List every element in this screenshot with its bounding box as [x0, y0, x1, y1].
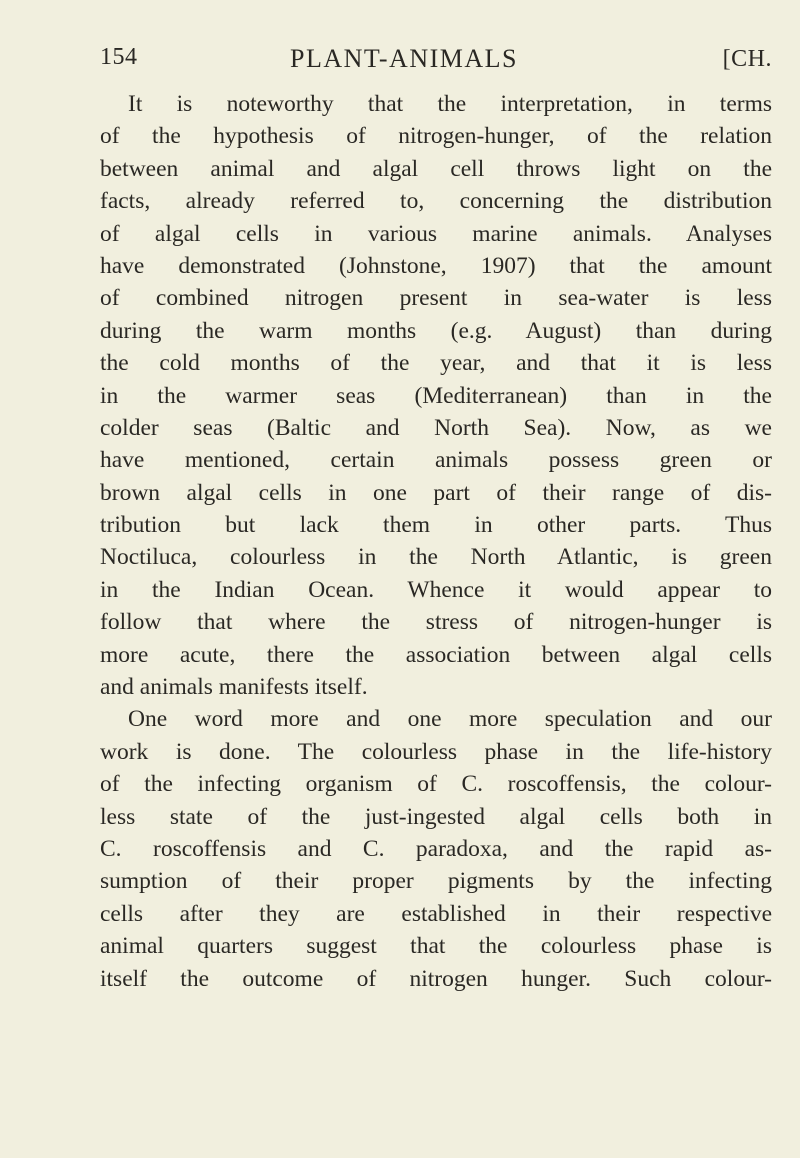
text-line: It is noteworthy that the interpretation, in terms: [128, 91, 772, 117]
text-line: itself the outcome of nitrogen hunger. Such colour-: [100, 965, 772, 992]
chapter-ref: [CH.: [722, 46, 772, 72]
text-line: tribution but lack them in other parts. Thus: [100, 512, 772, 539]
text-line: One word more and one more speculation and our: [128, 706, 772, 733]
paragraph: [100, 703, 772, 995]
text-line: colder seas (Baltic and North Sea). Now, as we: [100, 414, 772, 441]
text-line: cells after they are established in their respective: [100, 900, 772, 927]
text-line: of the infecting organism of C. roscoffensis, the colour-: [100, 771, 772, 798]
text-line: of algal cells in various marine animals. Analyses: [100, 220, 772, 247]
text-line: follow that where the stress of nitrogen-hunger is: [100, 609, 772, 636]
text-line: in the Indian Ocean. Whence it would appear to: [100, 576, 772, 603]
text-line: work is done. The colourless phase in the life-history: [100, 738, 772, 765]
page-number: 154: [100, 44, 138, 70]
chapter-title: PLANT-ANIMALS: [290, 44, 518, 73]
text-line: Noctiluca, colourless in the North Atlantic, is green: [100, 544, 772, 571]
text-line: C. roscoffensis and C. paradoxa, and the rapid as-: [100, 835, 772, 862]
text-line: in the warmer seas (Mediterranean) than in the: [100, 382, 772, 409]
text-line: the cold months of the year, and that it is less: [100, 350, 772, 377]
text-line: and animals manifests itself.: [100, 674, 368, 701]
text-line: have mentioned, certain animals possess green or: [100, 447, 772, 474]
text-line: during the warm months (e.g. August) than during: [100, 317, 772, 344]
text-line: facts, already referred to, concerning the distribution: [100, 188, 772, 215]
text-line: between animal and algal cell throws light on the: [100, 155, 772, 182]
text-line: sumption of their proper pigments by the infecting: [100, 868, 772, 895]
text-line: of the hypothesis of nitrogen-hunger, of the relation: [100, 123, 772, 150]
paragraph: [100, 88, 772, 703]
text-line: animal quarters suggest that the colourless phase is: [100, 933, 772, 960]
body-text: [100, 88, 772, 995]
text-line: less state of the just-ingested algal cells both in: [100, 803, 772, 830]
running-head: [100, 44, 772, 84]
text-line: more acute, there the association between algal cells: [100, 641, 772, 668]
text-line: brown algal cells in one part of their range of dis-: [100, 479, 772, 506]
text-line: have demonstrated (Johnstone, 1907) that the amount: [100, 252, 772, 279]
text-line: of combined nitrogen present in sea-water is less: [100, 285, 772, 312]
